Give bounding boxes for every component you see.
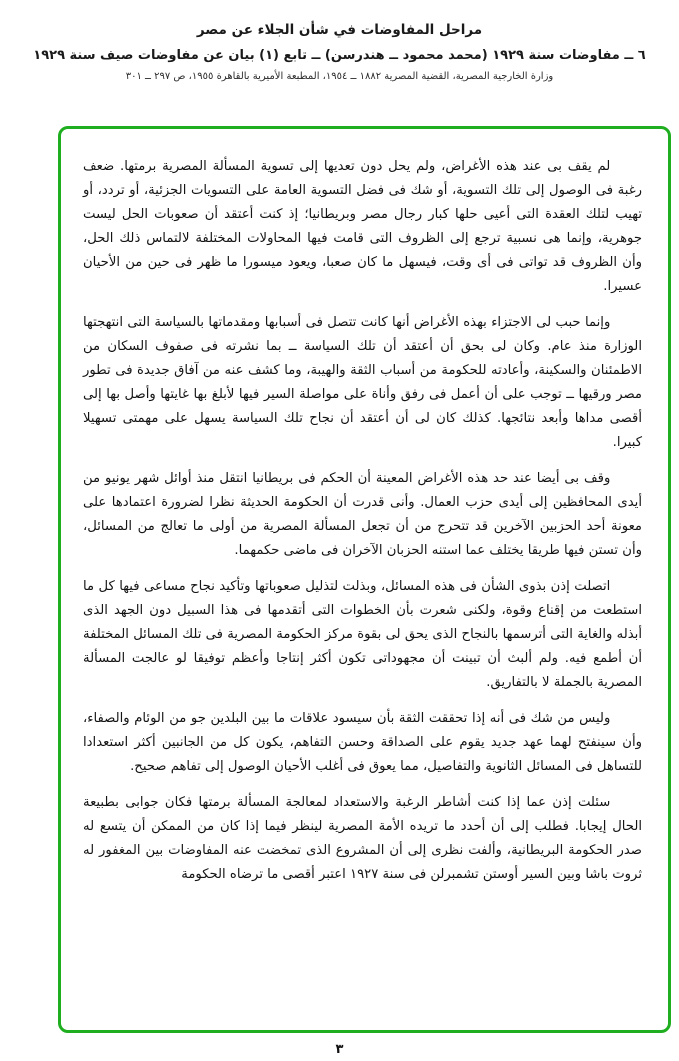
- paragraph: وليس من شك فى أنه إذا تحققت الثقة بأن سيسود علاقات ما بين البلدين جو من الوئام والصفاء، وأن سينفتح لهما عهد جديد يقوم على الصداقة وحسن التفاهم، يكون كل من الجانبين أكثر استعدادا للتساهل فى المسائل الثانوية والتفاصيل، مما يعوق فى أغلب الأحيان الوصول إلى تفاهم صحيح.: [83, 711, 642, 775]
- page-number: ٣: [335, 1042, 344, 1057]
- paragraph: لم يقف بى عند هذه الأغراض، ولم يحل دون تعديها إلى تسوية المسألة المصرية برمتها. ضعف رغبة فى الوصول إلى تلك التسوية، أو شك فى فضل التسوية العامة على التسويات الجزئية، أو تردد، أو تهيب لتلك العقدة التى أعيى حلها كبار رجال مصر وبريطانيا؛ إذ كنت أعتقد أن صعوبات الحل ليست جوهرية، وإنما هى نسبية ترجع إلى الظروف التى قامت فيها المحاولات المختلفة لالتماس ذلك الحل، وأن الظروف قد تواتى فى أى وقت، فيسهل ما كان صعبا، ويعود ميسورا ما ظهر فى حين من الأحيان عسيرا.: [83, 159, 642, 295]
- paragraph: سئلت إذن عما إذا كنت أشاطر الرغبة والاستعداد لمعالجة المسألة برمتها فكان جوابى بطبيعة الحال إيجابا. فطلب إلى أن أحدد ما تريده الأمة المصرية لينظر فيما إذا كان من الممكن أن يتسع له صدر الحكومة البريطانية، وألفت نظرى إلى أن المشروع الذى تمخضت عنه المفاوضات بين المغفور له ثروت باشا وبين السير أوستن تشمبرلن فى سنة ١٩٢٧ اعتبر أقصى ما ترضاه الحكومة: [83, 795, 642, 883]
- document-title: مراحل المفاوضات في شأن الجلاء عن مصر: [196, 22, 483, 38]
- paragraph: اتصلت إذن بذوى الشأن فى هذه المسائل، وبذلت لتذليل صعوباتها وتأكيد نجاح مساعى فيها كل ما استطعت من إقناع وقوة، ولكنى شعرت بأن الخطوات التى أتقدمها فى هذا السبيل دون الجهد الذى أبذله والغاية التى أترسمها بالنجاح الذى يحق لى بقوة مركز الحكومة المصرية فى تلك المسائل المختلفة أن أطمع فيه. ولم ألبث أن تبينت أن مجهوداتى تكون أكثر إنتاجا وأعظم توفيقا لو عالجت المسألة المصرية بالجملة لا بالتفاريق.: [83, 579, 642, 691]
- paragraph: وإنما حبب لى الاجتزاء بهذه الأغراض أنها كانت تتصل فى أسبابها ومقدماتها بالسياسة التى انتهجتها الوزارة منذ عام. وكان لى بحق أن أعتقد أن تلك السياسة ــ بما نشرته فى صفوف السكان من الاطمئنان والسكينة، وأعادته للحكومة من أسباب الثقة والهيبة، وما كشف عنه من آفاق جديدة فى تطور مصر ورقيها ــ توجب على أن أعمل فى رفق وأناة على مواصلة السير فيها لأبلغ بها غايتها وأصل بها إلى أقصى مداها وأبعد نتائجها. كذلك كان لى أن أعتقد أن نجاح تلك السياسة يسهل على مهمتى تسهيلا كبيرا.: [83, 315, 642, 451]
- green-bordered-text-box: [58, 126, 671, 1033]
- document-subtitle: ٦ ــ مفاوضات سنة ١٩٢٩ (محمد محمود ــ هندرسن) ــ تابع (١) بيان عن مفاوضات صيف سنة ١٩٢٩: [33, 48, 646, 63]
- document-source-citation: وزارة الخارجية المصرية، القضية المصرية ١٨٨٢ ــ ١٩٥٤، المطبعة الأميرية بالقاهرة ١٩٥٥، ص ٢٩٧ ــ ٣٠١: [125, 71, 554, 82]
- paragraph: وقف بى أيضا عند حد هذه الأغراض المعينة أن الحكم فى بريطانيا انتقل منذ أوائل شهر يونيو من أيدى المحافظين إلى أيدى حزب العمال. وأنى قدرت أن الحكومة الحديثة نظرا لضرورة اعتمادها على معونة أحد الحزبين الآخرين قد تتحرج من أن تجعل المسألة المصرية من أولى ما تعالج من المسائل، وأن تستن فيها طريقا يختلف عما استنه الحزبان الآخران فى ماضى حكمهما.: [83, 471, 642, 559]
- document-header: [0, 0, 679, 82]
